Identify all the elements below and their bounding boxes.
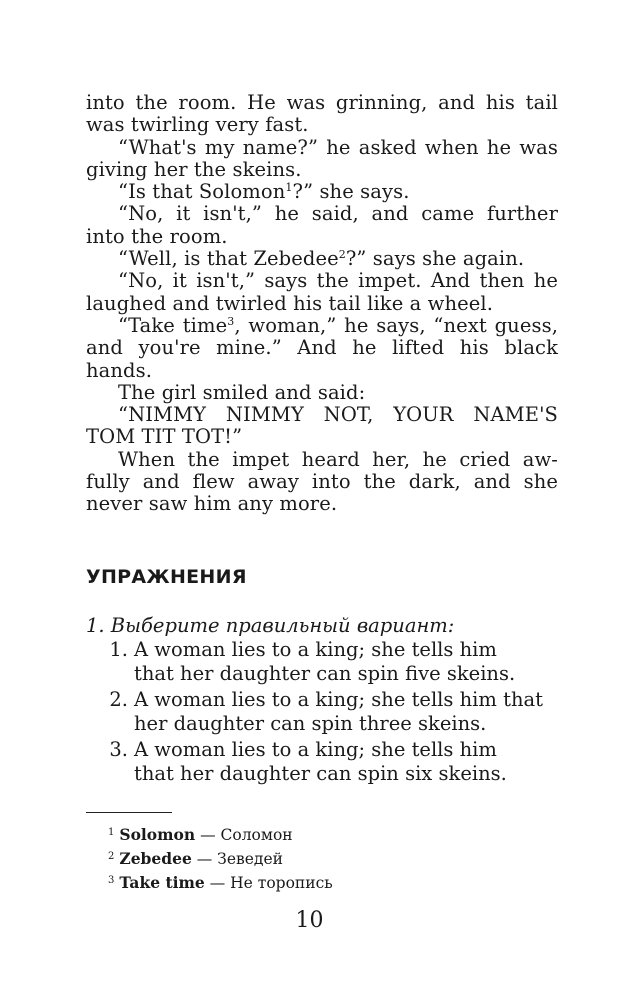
option-item (86, 738, 558, 786)
footnote (108, 846, 333, 870)
footnote-separator: — (204, 874, 231, 892)
text-span: , woman,” he says, “next guess, and you're mine.” And he lifted his black hands. (86, 313, 558, 382)
option-item (86, 638, 558, 686)
story-paragraph (86, 315, 558, 382)
exercise-block (86, 614, 558, 788)
text-span: “Take time (118, 313, 228, 337)
story-paragraph: “What's my name?” he asked when he was giving her the skeins. (86, 135, 558, 181)
option-text (134, 638, 558, 686)
story-text (86, 92, 558, 516)
footnote-term: Zebedee (119, 849, 192, 868)
footnote-list (108, 822, 333, 894)
footnote-ref: 1 (285, 181, 293, 195)
story-paragraph: When the impet heard her, he cried aw-fully and flew away into the dark, and she never saw him any more. (86, 447, 558, 516)
footnote-translation: Не торопись (230, 874, 333, 892)
story-paragraph (86, 248, 558, 270)
option-number: 3. (109, 738, 128, 761)
footnote (108, 822, 333, 846)
footnote-separator: — (195, 826, 221, 844)
footnote-separator: — (191, 850, 218, 868)
option-line: A woman lies to a king; she tells him (134, 638, 497, 661)
option-number: 2. (109, 688, 128, 711)
story-paragraph: into the room. He was grinning, and his tail was twirling very fast. (86, 91, 558, 137)
footnote-mark: 3 (108, 875, 115, 886)
text-span: “Is that Solomon (118, 180, 286, 204)
footnote-translation: Соломон (220, 826, 293, 844)
story-paragraph: “NIMMY NIMMY NOT, YOUR NAME'S TOM TIT TOT!” (86, 403, 558, 449)
footnote-term: Solomon (119, 825, 196, 844)
text-span: “Well, is that Zebedee (118, 247, 339, 271)
option-line: her daughter can spin three skeins. (134, 712, 487, 735)
option-item (86, 688, 558, 736)
story-paragraph: “No, it isn't,” he said, and came further into the room. (86, 202, 558, 248)
footnote-term: Take time (119, 873, 205, 892)
option-text (134, 688, 558, 736)
story-paragraph: “No, it isn't,” says the impet. And then he laughed and twirled his tail like a wheel. (86, 269, 558, 315)
footnote-ref: 2 (338, 248, 346, 262)
story-paragraph: The girl smiled and said: (118, 380, 366, 404)
text-span: ?” she says. (292, 180, 410, 204)
option-line: that her daughter can spin six skeins. (134, 762, 507, 785)
footnote (108, 870, 333, 894)
option-number: 1. (109, 638, 128, 661)
option-line: that her daughter can spin five skeins. (134, 662, 516, 685)
story-paragraph (86, 181, 558, 203)
section-heading: УПРАЖНЕНИЯ (86, 566, 247, 588)
footnote-mark: 1 (108, 827, 115, 838)
footnote-ref: 3 (227, 314, 235, 328)
page-number: 10 (295, 908, 324, 933)
footnote-mark: 2 (108, 851, 115, 862)
option-list (86, 638, 558, 786)
exercise-title: 1. Выберите правильный вариант: (86, 614, 455, 637)
option-line: A woman lies to a king; she tells him that (134, 688, 543, 711)
footnote-translation: Зеведей (217, 850, 283, 868)
footnote-divider (86, 812, 172, 813)
text-span: ?” says she again. (345, 247, 525, 271)
option-line: A woman lies to a king; she tells him (134, 738, 497, 761)
option-text (134, 738, 558, 786)
